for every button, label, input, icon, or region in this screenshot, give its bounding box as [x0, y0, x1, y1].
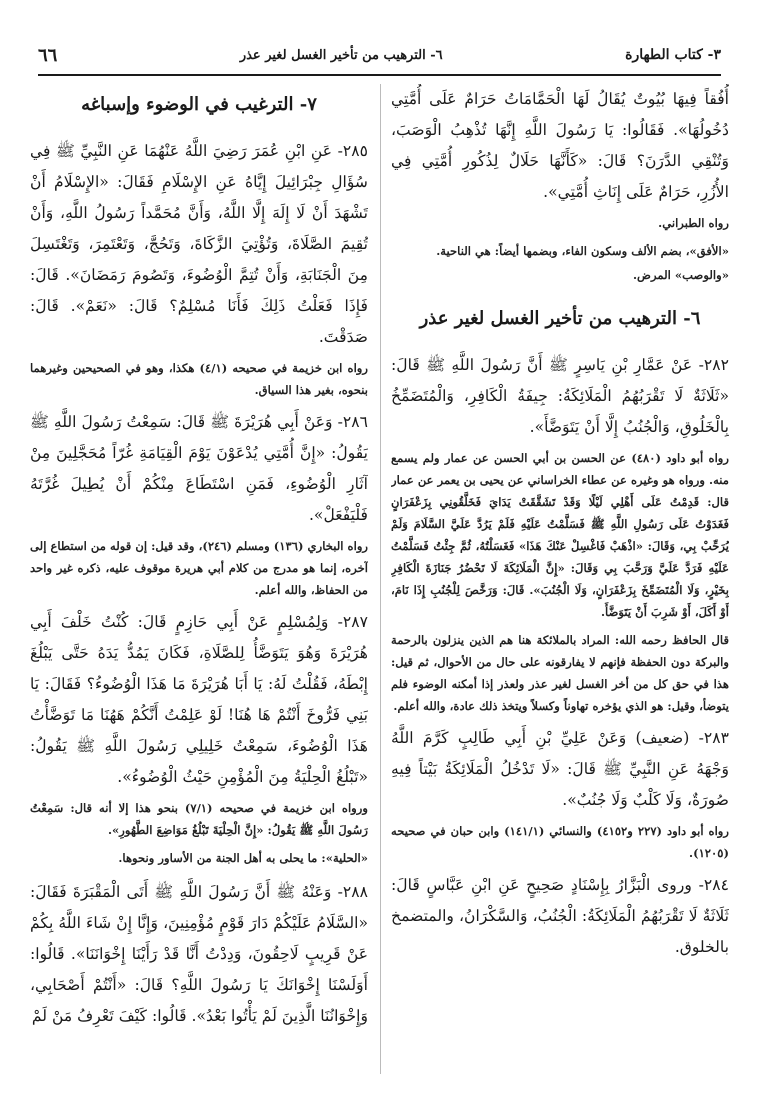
hadith-284: ٢٨٤- وروى الْبَزَّارُ بِإِسْنَادٍ صَحِيحٍ عَنِ ابْنِ عَبَّاسٍ قَالَ: ثَلَاثَةٌ لَا تَقْرَبُهُمُ الْمَلَائِكَةُ: الْجُنُبُ، وَالسَّكْرَانُ، والمتضمخ بالخلوق.: [391, 876, 729, 956]
header-rule: [38, 74, 721, 76]
hadith-282-note: رواه أبو داود (٤٨٠) عن الحسن بن أبي الحسن عن عمار ولم يسمع منه. ورواه هو وغيره عن عطاء الخراساني عن يحيى بن يعمر عن عمار قال: قَدِمْتُ عَلَى أَهْلِي لَيْلًا وَقَدْ تَشَقَّقَتْ يَدَايَ فَخَلَّقُونِي بِزَعْفَرَانٍ فَغَدَوْتُ عَلَى رَسُولِ اللَّهِ ﷺ فَسَلَّمْتُ عَلَيْهِ فَلَمْ يَرُدَّ عَلَيَّ السَّلَامَ وَلَمْ يُرَحِّبْ بِي، وَقَالَ: «اذْهَبْ فَاغْسِلْ عَنْكَ هَذَا» فَغَسَلْتُهُ، ثُمَّ جِئْتُ فَسَلَّمْتُ عَلَيْهِ فَرَدَّ عَلَيَّ وَرَحَّبَ بِي وَقَالَ: «إِنَّ الْمَلَائِكَةَ لَا تَحْضُرُ جَنَازَةَ الْكَافِرِ بِخَيْرٍ، وَلَا الْمُتَضَمِّخَ بِزَعْفَرَانٍ، وَلَا الْجُنُبَ». قَالَ: وَرَخَّصَ لِلْجُنُبِ إِذَا نَامَ، أَوْ أَكَلَ، أَوْ شَرِبَ أَنْ يَتَوَضَّأَ.: [391, 451, 729, 619]
right-column: [391, 84, 729, 1084]
hadith-285: ٢٨٥- عَنِ ابْنِ عُمَرَ رَضِيَ اللَّهُ عَنْهُمَا عَنِ النَّبِيِّ ﷺ فِي سُؤَالِ جِبْرَائِيلَ إِيَّاهُ عَنِ الإِسْلَامِ فَقَالَ: «الإِسْلَامُ أَنْ تَشْهَدَ أَنْ لَا إِلَهَ إِلَّا اللَّهُ، وَأَنَّ مُحَمَّداً رَسُولُ اللَّهِ، وَأَنْ تُقِيمَ الصَّلَاةَ، وَتُؤْتِيَ الزَّكَاةَ، وَتَحُجَّ، وَتَعْتَمِرَ، وَتَغْتَسِلَ مِنَ الْجَنَابَةِ، وَأَنْ تُتِمَّ الْوُضُوءَ، وَتَصُومَ رَمَضَانَ». قَالَ: فَإِذَا فَعَلْتُ ذَلِكَ فَأَنَا مُسْلِمٌ؟ قَالَ: «نَعَمْ». قَالَ: صَدَقْتَ.: [30, 142, 368, 346]
chapter-title: ٣- كتاب الطهارة: [625, 47, 721, 63]
hafiz-comment: قال الحافظ رحمه الله: المراد بالملائكة هنا هم الذين ينزلون بالرحمة والبركة دون الحفظة فإنهم لا يفارقونه على حال من الأحوال، ثم قيل: هذا في حق كل من أخر الغسل لغير عذر ولعذر إذا أمكنه الوضوء فلم يتوضأ، وقيل: هو الذي يؤخره تهاوناً وكسلاً ويتخذ ذلك عادة، والله أعلم.: [391, 633, 729, 713]
left-column: [30, 84, 368, 1084]
section-header: ٦- الترهيب من تأخير الغسل لغير عذر: [239, 47, 443, 63]
hadith-287: ٢٨٧- وَلِمُسْلِمٍ عَنْ أَبِي حَازِمٍ قَالَ: كُنْتُ خَلْفَ أَبِي هُرَيْرَةَ وَهُوَ يَتَوَضَّأُ لِلصَّلَاةِ، فَكَانَ يَمُدُّ يَدَهُ حَتَّى يَبْلُغَ إِبْطَهُ، فَقُلْتُ لَهُ: يَا أَبَا هُرَيْرَةَ مَا هَذَا الْوُضُوءُ؟ فَقَالَ: يَا بَنِي فَرُّوخَ أَنْتُمْ هَا هُنَا! لَوْ عَلِمْتُ أَنَّكُمْ هَهُنَا مَا تَوَضَّأْتُ هَذَا الْوُضُوءَ، سَمِعْتُ خَلِيلِي رَسُولَ اللَّهِ ﷺ يَقُولُ: «تَبْلُغُ الْحِلْيَةُ مِنَ الْمُؤْمِنِ حَيْثُ الْوُضُوءُ».: [30, 613, 368, 786]
section-title: ٧- الترغيب في الوضوء وإسباغه: [81, 94, 317, 115]
running-header: [38, 38, 721, 72]
column-divider: [380, 84, 381, 1074]
source-note: رواه الطبراني.: [658, 216, 729, 230]
hadith-287-note: ورواه ابن خزيمة في صحيحه (٧/١) بنحو هذا إلا أنه قال: سَمِعْتُ رَسُولَ اللَّهِ ﷺ يَقُولُ: «إِنَّ الْحِلْيَةَ تَبْلُغُ مَوَاضِعَ الطَّهُورِ».: [30, 801, 368, 837]
hadith-282: ٢٨٢- عَنْ عَمَّارِ بْنِ يَاسِرٍ ﷺ أَنَّ رَسُولَ اللَّهِ ﷺ قَالَ: «ثَلَاثَةٌ لَا تَقْرَبُهُمُ الْمَلَائِكَةُ: جِيفَةُ الْكَافِرِ، وَالْمُتَضَمِّخُ بِالْخَلُوقِ، وَالْجُنُبُ إِلَّا أَنْ يَتَوَضَّأَ».: [391, 356, 729, 436]
gloss-note: «الحلية»: ما يحلى به أهل الجنة من الأساور ونحوها.: [118, 851, 368, 865]
page-number: ٦٦: [38, 44, 58, 66]
gloss-note: «والوصب» المرض.: [632, 268, 729, 282]
gloss-note: «الأفق»، بضم الألف وسكون الفاء، وبضمها أيضاً: هي الناحية.: [436, 244, 729, 258]
hadith-283-note: رواه أبو داود (٢٢٧ و٤١٥٢) والنسائي (١٤١/١) وابن حبان في صحيحه (١٢٠٥).: [391, 824, 729, 860]
hadith-285-note: رواه ابن خزيمة في صحيحه (٤/١) هكذا، وهو في الصحيحين وغيرهما بنحوه، بغير هذا السياق.: [30, 361, 368, 397]
hadith-286: ٢٨٦- وَعَنْ أَبِي هُرَيْرَةَ ﷺ قَالَ: سَمِعْتُ رَسُولَ اللَّهِ ﷺ يَقُولُ: «إِنَّ أُمَّتِي يُدْعَوْنَ يَوْمَ الْقِيَامَةِ غُرّاً مُحَجَّلِينَ مِنْ آثَارِ الْوُضُوءِ، فَمَنِ اسْتَطَاعَ مِنْكُمْ أَنْ يُطِيلَ غُرَّتَهُ فَلْيَفْعَلْ».: [30, 413, 368, 524]
hadith-288: ٢٨٨- وَعَنْهُ ﷺ أَنَّ رَسُولَ اللَّهِ ﷺ أَتَى الْمَقْبَرَةَ فَقَالَ: «السَّلَامُ عَلَيْكُمْ دَارَ قَوْمٍ مُؤْمِنِينَ، وَإِنَّا إِنْ شَاءَ اللَّهُ بِكُمْ عَنْ قَرِيبٍ لَاحِقُونَ، وَدِدْتُ أَنَّا قَدْ رَأَيْنَا إِخْوَانَنَا». قَالُوا: أَوَلَسْنَا إِخْوَانَكَ يَا رَسُولَ اللَّهِ؟ قَالَ: «أَنْتُمْ أَصْحَابِي، وَإِخْوَانُنَا الَّذِينَ لَمْ يَأْتُوا بَعْدُ». قَالُوا: كَيْفَ تَعْرِفُ مَنْ لَمْ: [30, 883, 368, 1025]
hadith-283: ٢٨٣- (ضعيف) وَعَنْ عَلِيِّ بْنِ أَبِي طَالِبٍ كَرَّمَ اللَّهُ وَجْهَهُ عَنِ النَّبِيِّ ﷺ قَالَ: «لَا تَدْخُلُ الْمَلَائِكَةُ بَيْتاً فِيهِ صُورَةٌ، وَلَا كَلْبٌ وَلَا جُنُبٌ».: [391, 729, 729, 809]
section-title: ٦- الترهيب من تأخير الغسل لغير عذر: [419, 308, 701, 329]
hadith-continuation: أُفُقاً فِيهَا بُيُوتٌ يُقَالُ لَهَا الْحَمَّامَاتُ حَرَامٌ عَلَى أُمَّتِي دُخُولُهَا». فَقَالُوا: يَا رَسُولَ اللَّهِ إِنَّهَا تُذْهِبُ الْوَصَبَ، وَتُنْقِي الدَّرَنَ؟ قَالَ: «كَأَنَّهَا حَلَالٌ لِذُكُورِ أُمَّتِي فِي الأُزُرِ، حَرَامٌ عَلَى إِنَاثِ أُمَّتِي».: [391, 90, 729, 201]
hadith-286-note: رواه البخاري (١٣٦) ومسلم (٢٤٦)، وقد قيل: إن قوله من استطاع إلى آخره، إنما هو مدرج من كلام أبي هريرة موقوف عليه، ذكره غير واحد من الحفاظ، والله أعلم.: [30, 539, 368, 597]
